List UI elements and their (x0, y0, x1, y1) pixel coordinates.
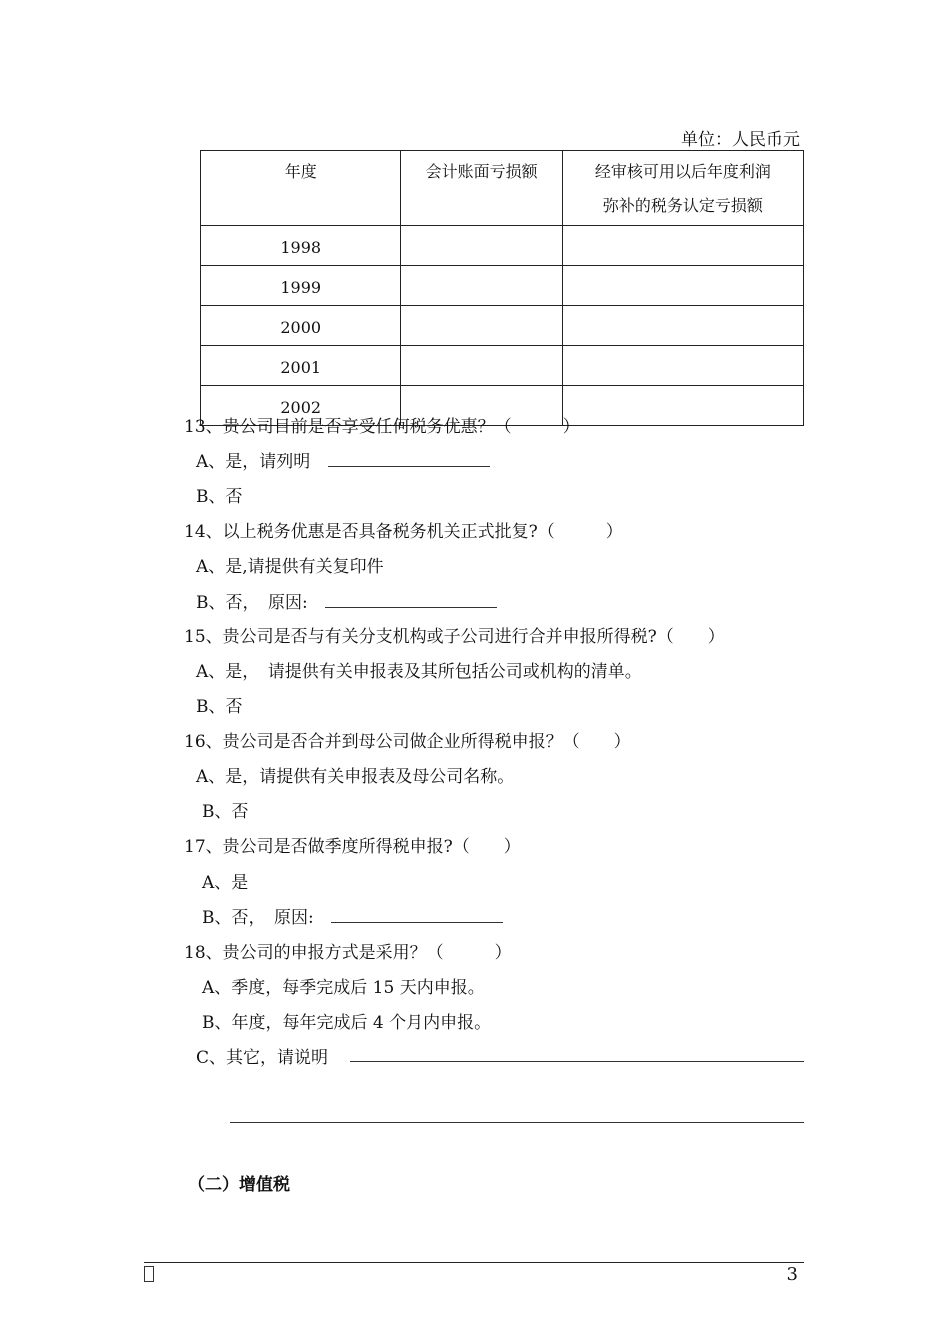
table-header-row (201, 151, 804, 226)
page-number: 3 (786, 1264, 798, 1285)
book-loss-cell[interactable] (401, 266, 562, 306)
book-loss-cell[interactable] (401, 346, 562, 386)
q16-option-a: A、是，请提供有关申报表及母公司名称。 (196, 767, 515, 787)
year-cell: 1998 (201, 226, 401, 266)
q13-list-blank[interactable] (328, 450, 490, 467)
q18-explain-blank[interactable] (350, 1061, 804, 1062)
question-18: 18、贵公司的申报方式是采用？（ ） (184, 943, 512, 963)
q16-option-b: B、否 (202, 802, 249, 822)
q14-option-a: A、是,请提供有关复印件 (196, 557, 384, 577)
book-loss-cell[interactable] (401, 306, 562, 346)
header-tax-loss-line1: 经审核可用以后年度利润 (594, 162, 771, 181)
header-book-loss: 会计账面亏损额 (401, 151, 562, 226)
q15-option-b: B、否 (196, 697, 243, 717)
table-row (201, 306, 804, 346)
year-cell: 2002 (201, 386, 401, 426)
question-15: 15、贵公司是否与有关分支机构或子公司进行合并申报所得税?（ ） (184, 627, 725, 647)
q13-option-a-label: A、是，请列明 (196, 452, 311, 472)
q18-option-b: B、年度，每年完成后 4 个月内申报。 (202, 1013, 492, 1033)
q17-option-b-label: B、否， 原因: (202, 908, 314, 928)
q18-option-a: A、季度，每季完成后 15 天内申报。 (202, 978, 485, 998)
question-14: 14、以上税务优惠是否具备税务机关正式批复?（ ） (184, 522, 623, 542)
footer-placeholder-glyph (144, 1266, 154, 1282)
q18-option-c: C、其它，请说明 (196, 1048, 329, 1068)
q17-option-b (202, 903, 503, 928)
q14-reason-blank[interactable] (325, 591, 497, 608)
tax-loss-cell[interactable] (562, 266, 803, 306)
table-row (201, 266, 804, 306)
q13-option-a (196, 447, 490, 472)
q15-option-a: A、是， 请提供有关申报表及其所包括公司或机构的清单。 (196, 662, 642, 682)
tax-loss-cell[interactable] (562, 226, 803, 266)
table-row (201, 226, 804, 266)
q18-explain-blank-2[interactable] (230, 1122, 804, 1123)
question-16: 16、贵公司是否合并到母公司做企业所得税申报？（ ） (184, 732, 631, 752)
question-17: 17、贵公司是否做季度所得税申报?（ ） (184, 837, 521, 857)
q14-option-b-label: B、否， 原因: (196, 593, 308, 613)
year-cell: 1999 (201, 266, 401, 306)
book-loss-cell[interactable] (401, 226, 562, 266)
table-row (201, 346, 804, 386)
header-year: 年度 (201, 151, 401, 226)
tax-loss-cell[interactable] (562, 306, 803, 346)
section-title-vat: （二）增值税 (188, 1175, 290, 1195)
year-cell: 2001 (201, 346, 401, 386)
header-tax-loss (562, 151, 803, 226)
q17-reason-blank[interactable] (331, 906, 503, 923)
q17-option-a: A、是 (202, 873, 249, 893)
unit-label: 单位：人民币元 (681, 130, 800, 150)
tax-loss-cell[interactable] (562, 346, 803, 386)
tax-loss-cell[interactable] (562, 386, 803, 426)
header-tax-loss-line2: 弥补的税务认定亏损额 (602, 196, 763, 215)
footer-divider (144, 1262, 804, 1263)
year-cell: 2000 (201, 306, 401, 346)
q13-option-b: B、否 (196, 487, 243, 507)
question-13: 13、贵公司目前是否享受任何税务优惠？（ ） (184, 417, 580, 437)
loss-table (200, 150, 804, 426)
q14-option-b (196, 588, 497, 613)
